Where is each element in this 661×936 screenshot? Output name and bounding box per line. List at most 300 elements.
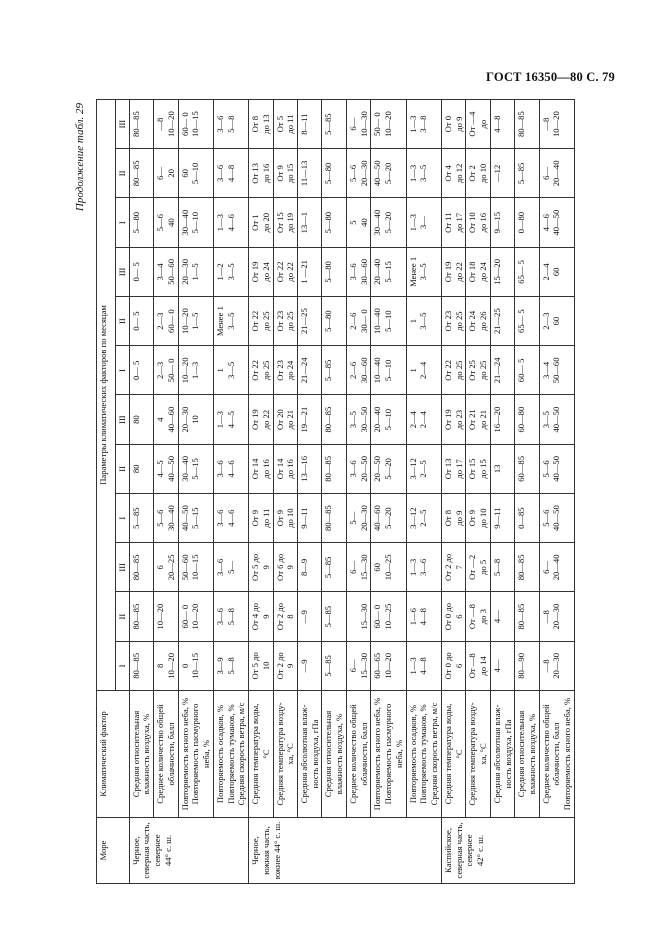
value-line: —12 (491, 164, 502, 182)
value-line: 0— 5 (130, 360, 141, 381)
value-cell (371, 297, 406, 346)
value-line: 5—6 (347, 164, 358, 182)
value-cell (441, 198, 465, 247)
value-line: От 1 (250, 214, 261, 231)
value-line: От 22 (274, 261, 285, 283)
factor-line: Средняя температура возду- (467, 702, 478, 806)
value-cell (441, 297, 465, 346)
value-line: От 11 (442, 212, 453, 233)
month-header: I (116, 198, 130, 247)
value-line: 40—50 (551, 209, 562, 236)
table-row (346, 100, 370, 884)
sea-name-line: северная часть, (453, 822, 464, 879)
value-cell (273, 247, 297, 296)
factor-line: Повторяемость пасмурного (190, 703, 201, 805)
value-line: 40—60 (165, 406, 176, 433)
value-cell (515, 494, 539, 543)
value-cell (178, 149, 213, 198)
value-cell (406, 346, 441, 395)
value-line: 5—85 (130, 507, 141, 529)
value-line: От 15 (274, 212, 285, 233)
value-cell (129, 247, 153, 296)
value-cell (129, 494, 153, 543)
value-cell (539, 149, 574, 198)
value-line: 8 (155, 663, 166, 669)
value-cell (490, 444, 514, 493)
value-line: 13 (491, 464, 502, 474)
value-line: 80—85 (516, 554, 527, 581)
value-line: 80—85 (130, 603, 141, 630)
value-line: до 11 (285, 114, 296, 134)
factor-line: ность воздуха, гПа (502, 719, 513, 789)
value-line: 3—4 (540, 361, 551, 379)
value-line: 1—3 (407, 214, 418, 232)
value-cell (371, 346, 406, 395)
value-line: —8 (540, 610, 551, 624)
value-line: 1 (407, 368, 418, 373)
value-line: 10 (260, 661, 271, 671)
table-row (249, 100, 273, 884)
value-line: 9 (285, 663, 296, 669)
value-line: 1 (214, 368, 225, 373)
factor-line: Средняя скорость ветра, м/с (429, 702, 440, 806)
value-cell (213, 100, 248, 149)
value-line: 0 (179, 663, 190, 669)
value-line: до 24 (285, 360, 296, 381)
value-line: Менее 1 (407, 256, 418, 287)
value-cell (346, 494, 370, 543)
value-line: 10—40 (372, 357, 383, 384)
sea-name-cell (249, 818, 442, 884)
value-cell (406, 100, 441, 149)
value-line: 10—25 (383, 603, 394, 630)
value-cell (441, 395, 465, 444)
value-line: 80—85 (130, 160, 141, 187)
value-line: до 15 (285, 163, 296, 184)
value-cell (129, 297, 153, 346)
value-cell (213, 592, 248, 641)
factor-line: Средняя температура воды, (442, 703, 453, 805)
value-line: 3—5 (225, 361, 236, 379)
value-line: 50—60 (165, 258, 176, 285)
value-line: 4—5 (155, 460, 166, 478)
value-line: —9 (299, 610, 310, 624)
value-cell (539, 494, 574, 543)
value-line: 5— (347, 511, 358, 525)
value-line: 1—3 (407, 164, 418, 182)
value-line: 8—11 (299, 113, 310, 135)
value-cell (441, 641, 465, 690)
col-sea-header: Море (97, 818, 130, 884)
value-line: 6 (453, 614, 464, 619)
factor-line: Повторяемость ясного неба, % (562, 697, 573, 811)
value-line: 3—6 (347, 263, 358, 281)
table-row (466, 100, 490, 884)
value-line: 60— 0 (179, 604, 190, 629)
value-line: 2—4 (418, 361, 429, 379)
value-line: до 23 (453, 409, 464, 430)
value-line: 5—6 (540, 460, 551, 478)
value-cell (178, 297, 213, 346)
factor-cell (539, 691, 574, 818)
value-line: до 25 (260, 360, 271, 381)
value-line: 20—40 (551, 160, 562, 187)
value-line: 60—80 (516, 406, 527, 433)
factor-line: Повторяемость пасмурного (383, 703, 394, 805)
value-cell (406, 494, 441, 543)
value-line: 2—5 (418, 460, 429, 478)
value-line: 3—9 (214, 657, 225, 675)
value-cell (213, 149, 248, 198)
value-line: 9—15 (491, 211, 502, 234)
value-line: 3—6 (214, 558, 225, 576)
value-cell (371, 494, 406, 543)
value-cell (346, 641, 370, 690)
value-line: 10 (190, 415, 201, 424)
value-line: до 16 (260, 163, 271, 184)
value-cell (466, 494, 490, 543)
value-cell (371, 247, 406, 296)
value-line: 50—60 (179, 554, 190, 581)
value-line: 10—15 (190, 554, 201, 581)
value-line: 15—30 (358, 652, 369, 679)
value-line: 5—6 (155, 214, 166, 232)
value-cell (154, 149, 178, 198)
value-line: до 11 (260, 508, 271, 528)
value-line: 6— (540, 166, 551, 180)
value-cell (490, 346, 514, 395)
factor-line: °С (453, 749, 464, 759)
value-cell (490, 543, 514, 592)
factor-line: Среднее количество общей (155, 704, 166, 804)
factor-line: влажность воздуха, % (141, 713, 152, 795)
value-line: 60—65 (372, 652, 383, 679)
value-cell (490, 494, 514, 543)
value-cell (346, 395, 370, 444)
value-cell (322, 100, 346, 149)
factor-line: ха, °С (478, 743, 489, 765)
value-cell (178, 641, 213, 690)
value-line: —9 (299, 659, 310, 673)
value-line: 50—60 (551, 357, 562, 384)
value-cell (539, 297, 574, 346)
value-line: 13—1 (299, 211, 310, 234)
value-line: 19—21 (299, 406, 310, 433)
value-line: 5—80 (323, 310, 334, 332)
value-line: до 17 (453, 212, 464, 233)
value-line: 1—3 (190, 361, 201, 379)
value-line: 10—15 (190, 652, 201, 679)
value-cell (129, 641, 153, 690)
value-line: 2—5 (418, 509, 429, 527)
value-cell (539, 592, 574, 641)
value-cell (441, 346, 465, 395)
value-line: 80 (130, 415, 141, 424)
value-cell (298, 198, 322, 247)
sea-name-cell (129, 818, 248, 884)
value-line: 20—40 (372, 406, 383, 433)
value-line: 4—6 (225, 460, 236, 478)
value-line: От 2 до (274, 652, 285, 680)
value-cell (515, 395, 539, 444)
value-cell (154, 247, 178, 296)
value-line: до 21 (478, 409, 489, 430)
value-line: 10—20 (155, 603, 166, 630)
value-cell (490, 247, 514, 296)
value-line: 5—20 (383, 458, 394, 480)
value-line: От 22 (442, 360, 453, 381)
value-line: От 9 (274, 165, 285, 182)
value-line: 5—10 (190, 162, 201, 185)
value-line: 30—60 (358, 258, 369, 285)
value-line: 9—11 (491, 507, 502, 529)
value-line: 10—25 (383, 554, 394, 581)
value-line: От 0 (442, 115, 453, 133)
value-line: 5—20 (383, 211, 394, 234)
value-cell (154, 444, 178, 493)
factor-line: влажность воздуха, % (526, 713, 537, 795)
value-line: 3—5 (418, 164, 429, 182)
value-line: 5—15 (190, 458, 201, 480)
value-cell (213, 641, 248, 690)
value-line: От 21 (467, 409, 478, 430)
value-cell (154, 198, 178, 247)
value-line: От 2 (467, 165, 478, 182)
value-line: От —8 (467, 604, 478, 630)
value-line: От 13 (442, 458, 453, 480)
value-cell (249, 641, 273, 690)
value-cell (213, 198, 248, 247)
value-line: 30— 0 (358, 309, 369, 333)
sea-name-line: севернее (152, 834, 163, 867)
sea-name-line: южнее 44° с. ш. (271, 821, 282, 880)
value-cell (178, 247, 213, 296)
value-line: От 4 (442, 165, 453, 182)
factor-cell (515, 691, 539, 818)
value-cell (298, 543, 322, 592)
value-line: 5—15 (383, 261, 394, 283)
value-line: 2—4 (407, 411, 418, 429)
continuation-label: Продолжение табл. 29 (74, 103, 86, 212)
factor-line: Средняя температура воды, (250, 703, 261, 805)
value-line: 60 (551, 316, 562, 326)
value-line: 2—4 (540, 263, 551, 281)
value-cell (515, 592, 539, 641)
factor-cell (322, 691, 346, 818)
value-line: 1—3 (407, 657, 418, 675)
value-line: до 24 (260, 262, 271, 282)
value-line: 80—85 (516, 111, 527, 138)
value-cell (371, 444, 406, 493)
value-cell (406, 149, 441, 198)
value-cell (466, 543, 490, 592)
value-line: 30—50 (358, 406, 369, 433)
value-cell (490, 100, 514, 149)
value-line: 40 (165, 218, 176, 227)
value-cell (298, 100, 322, 149)
value-line: 1—3 (407, 558, 418, 576)
value-line: 3—6 (347, 460, 358, 478)
value-line: 30—40 (372, 209, 383, 236)
value-cell (539, 395, 574, 444)
value-line: От 20 (274, 409, 285, 430)
value-line: 80—85 (130, 554, 141, 581)
value-line: 6— (347, 560, 358, 574)
value-line: 2—4 (418, 411, 429, 429)
value-line: 20—25 (165, 554, 176, 581)
value-line: 9—11 (299, 507, 310, 529)
value-line: 5—10 (383, 408, 394, 431)
sea-name-line: 42° с. ш. (475, 834, 486, 867)
factor-line: Среднее количество общей (347, 704, 358, 804)
value-cell (406, 247, 441, 296)
value-line: 40—50 (551, 505, 562, 532)
value-line: От 10 (467, 212, 478, 233)
value-line: 10—20 (179, 357, 190, 384)
value-cell (371, 395, 406, 444)
value-line: 1—3 (407, 115, 418, 133)
value-cell (322, 297, 346, 346)
value-line: 3—6 (214, 608, 225, 626)
value-line: до 25 (453, 311, 464, 331)
value-line: 8 (285, 614, 296, 619)
value-line: 5—8 (225, 115, 236, 133)
value-line: 20—30 (179, 406, 190, 433)
factor-line: ха, °С (285, 743, 296, 765)
value-cell (298, 247, 322, 296)
value-line: 10—20 (165, 652, 176, 679)
value-line: От 19 (250, 261, 261, 283)
value-cell (178, 395, 213, 444)
value-cell (249, 198, 273, 247)
value-cell (178, 592, 213, 641)
value-cell (441, 444, 465, 493)
value-line: 1—3 (214, 411, 225, 429)
value-line: От 2 до (442, 553, 453, 581)
month-header: I (116, 494, 130, 543)
value-cell (322, 543, 346, 592)
value-line: до 10 (478, 508, 489, 528)
value-line: до 22 (453, 262, 464, 282)
value-line: до (478, 119, 489, 129)
value-cell (322, 494, 346, 543)
sea-name-line: севернее (464, 834, 475, 867)
rotated-table-block (74, 99, 632, 884)
value-line: 4—6 (225, 509, 236, 527)
value-cell (346, 592, 370, 641)
value-cell (154, 543, 178, 592)
month-header: I (116, 641, 130, 690)
value-line: 80—85 (323, 505, 334, 532)
value-line: 1—5 (190, 312, 201, 330)
factor-cell (213, 691, 248, 818)
table-row (515, 100, 539, 884)
value-line: до 25 (285, 311, 296, 331)
page-header: ГОСТ 16350—80 С. 79 (486, 70, 615, 84)
value-line: 5—85 (323, 655, 334, 677)
value-line: 50— 0 (165, 358, 176, 383)
group-header: Параметры климатических факторов по месяцам (97, 100, 116, 691)
factor-line: Средняя относительная (323, 710, 334, 798)
value-cell (129, 346, 153, 395)
value-cell (539, 247, 574, 296)
sea-name-line: северная часть, (141, 822, 152, 879)
value-line: до 17 (453, 459, 464, 479)
value-line: 40—60 (372, 505, 383, 532)
value-line: 9 (285, 565, 296, 570)
value-line: 20—50 (372, 455, 383, 482)
value-line: до 26 (478, 311, 489, 331)
value-line: до 16 (260, 459, 271, 479)
value-line: 10—30 (358, 111, 369, 138)
factor-line: Средняя скорость ветра, м/с (236, 702, 247, 806)
factor-line: неба, % (393, 739, 404, 769)
value-line: От 25 (467, 360, 478, 381)
month-header: III (116, 247, 130, 296)
value-cell (213, 494, 248, 543)
value-line: до 19 (285, 212, 296, 233)
value-line: 11—13 (299, 160, 310, 187)
factor-line: Среднее количество общей (540, 704, 551, 804)
value-cell (539, 543, 574, 592)
value-cell (539, 641, 574, 690)
value-line: 4—6 (540, 214, 551, 232)
table-row (129, 100, 153, 884)
value-cell (273, 198, 297, 247)
value-line: 1—5 (190, 263, 201, 281)
value-cell (273, 641, 297, 690)
sea-name-line: южная часть, (260, 826, 271, 875)
value-line: От 19 (442, 409, 453, 430)
value-line: 8—9 (299, 558, 310, 576)
value-cell (371, 543, 406, 592)
value-line: 60— 0 (372, 604, 383, 629)
value-line: 5—80 (323, 211, 334, 234)
table-row (178, 100, 213, 884)
value-line: От 9 (274, 509, 285, 527)
value-line: От 23 (274, 360, 285, 381)
value-line: 3—6 (214, 164, 225, 182)
value-line: 40—50 (165, 455, 176, 482)
value-line: 5—10 (383, 310, 394, 332)
value-cell (490, 641, 514, 690)
value-cell (346, 346, 370, 395)
value-line: 9 (260, 614, 271, 619)
value-line: 80—85 (516, 603, 527, 630)
factor-cell (490, 691, 514, 818)
value-line: 30—40 (179, 455, 190, 482)
value-line: 40 (358, 218, 369, 227)
value-line: до 12 (453, 163, 464, 184)
value-line: 60 (179, 169, 190, 178)
value-cell (466, 395, 490, 444)
value-line: 4—8 (225, 164, 236, 182)
value-line: 40—50 (551, 455, 562, 482)
value-line: 30—60 (358, 357, 369, 384)
value-line: От 4 до (250, 603, 261, 631)
value-line: 5—8 (491, 558, 502, 576)
value-cell (322, 198, 346, 247)
value-line: 60— 5 (516, 358, 527, 383)
value-cell (298, 494, 322, 543)
value-line: до 24 (478, 262, 489, 282)
value-cell (441, 592, 465, 641)
value-cell (273, 444, 297, 493)
value-line: От 2 до (274, 603, 285, 631)
value-line: От 14 (250, 458, 261, 480)
value-cell (406, 395, 441, 444)
value-line: 0—85 (516, 507, 527, 529)
